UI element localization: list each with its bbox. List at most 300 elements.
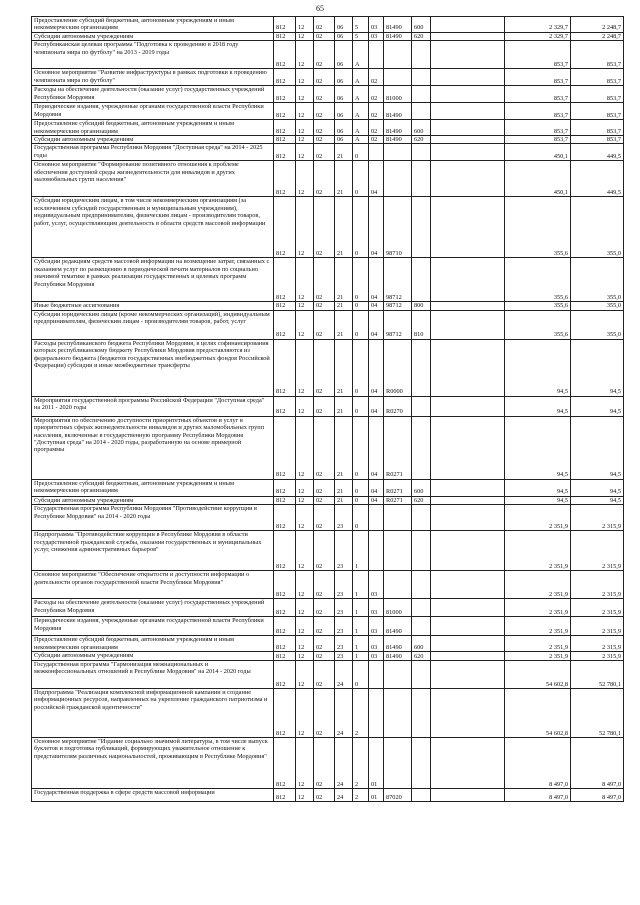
ministry-code-cell: 812 <box>274 652 296 661</box>
actual-amount-cell: 2 315,9 <box>571 505 624 531</box>
ministry-code-cell: 812 <box>274 136 296 144</box>
expense-type-code-cell <box>412 571 431 599</box>
row-name: Субсидии автономным учреждениям <box>32 496 274 504</box>
ministry-code-cell: 812 <box>274 161 296 197</box>
row-name: Мероприятия государственной программы Российской Федерации "Доступная среда" на 2011 - 2020 годы <box>32 396 274 416</box>
planned-amount-cell: 94,5 <box>505 339 571 396</box>
direction-code-cell: 81490 <box>384 136 412 144</box>
subprogram-code-cell: A <box>353 120 369 136</box>
planned-amount-cell: 8 497,0 <box>505 738 571 789</box>
budget-table <box>31 16 624 802</box>
subsection-code-cell: 02 <box>314 310 335 339</box>
ministry-code-cell: 812 <box>274 197 296 258</box>
event-code-cell: 03 <box>369 32 384 40</box>
subsection-code-cell: 02 <box>314 738 335 789</box>
planned-amount-cell: 355,6 <box>505 310 571 339</box>
subprogram-code-cell: 1 <box>353 636 369 652</box>
empty-cell <box>431 617 505 636</box>
row-name: Основное мероприятие "Формирование позитивного отношения к проблеме обеспечения доступной среды жизнедеятельности для инвалидов и других маломобильных групп населения" <box>32 161 274 197</box>
direction-code-cell: 98712 <box>384 258 412 302</box>
actual-amount-cell: 449,5 <box>571 161 624 197</box>
subsection-code-cell: 02 <box>314 505 335 531</box>
actual-amount-cell: 853,7 <box>571 136 624 144</box>
empty-cell <box>431 310 505 339</box>
subsection-code-cell: 02 <box>314 339 335 396</box>
subprogram-code-cell: 0 <box>353 339 369 396</box>
program-code-cell: 23 <box>335 617 353 636</box>
event-code-cell <box>369 505 384 531</box>
actual-amount-cell: 853,7 <box>571 69 624 86</box>
subprogram-code-cell: 0 <box>353 396 369 416</box>
table-row <box>32 479 624 496</box>
expense-type-code-cell <box>412 599 431 617</box>
direction-code-cell: 81490 <box>384 103 412 120</box>
subsection-code-cell: 02 <box>314 652 335 661</box>
subprogram-code-cell: 0 <box>353 161 369 197</box>
expense-type-code-cell <box>412 416 431 479</box>
subprogram-code-cell: 0 <box>353 505 369 531</box>
direction-code-cell: 81000 <box>384 86 412 103</box>
row-name: Расходы на обеспечение деятельности (оказание услуг) государственных учреждений Республики Мордовия <box>32 86 274 103</box>
event-code-cell: 02 <box>369 136 384 144</box>
table-row <box>32 652 624 661</box>
program-code-cell: 23 <box>335 652 353 661</box>
subprogram-code-cell: 5 <box>353 17 369 33</box>
direction-code-cell: R0271 <box>384 479 412 496</box>
section-code-cell: 12 <box>296 416 314 479</box>
empty-cell <box>431 636 505 652</box>
row-name: Государственная программа Республики Мордовия "Доступная среда" на 2014 - 2025 годы <box>32 144 274 161</box>
subsection-code-cell: 02 <box>314 479 335 496</box>
section-code-cell: 12 <box>296 302 314 310</box>
subprogram-code-cell: A <box>353 136 369 144</box>
row-name: Государственная программа Республики Мордовия "Противодействие коррупции в Республике Мордовия" на 2014 - 2020 годы <box>32 505 274 531</box>
row-name: Субсидии автономным учреждениям <box>32 32 274 40</box>
planned-amount-cell: 8 497,0 <box>505 789 571 802</box>
empty-cell <box>431 479 505 496</box>
row-name: Мероприятия по обеспечению доступности приоритетных объектов и услуг в приоритетных сферах жизнедеятельности инвалидов и других маломобильных групп населения, включенные в государственную программу Республики Мордовия "Доступная среда" на 2014 - 2020 годы, разработанную на основе примерной программы <box>32 416 274 479</box>
expense-type-code-cell: 600 <box>412 120 431 136</box>
event-code-cell: 04 <box>369 302 384 310</box>
table-row <box>32 144 624 161</box>
direction-code-cell: 81490 <box>384 652 412 661</box>
planned-amount-cell: 2 329,7 <box>505 32 571 40</box>
empty-cell <box>431 144 505 161</box>
subsection-code-cell: 02 <box>314 120 335 136</box>
table-row <box>32 661 624 689</box>
table-row <box>32 496 624 504</box>
section-code-cell: 12 <box>296 652 314 661</box>
event-code-cell: 04 <box>369 197 384 258</box>
ministry-code-cell: 812 <box>274 17 296 33</box>
section-code-cell: 12 <box>296 636 314 652</box>
event-code-cell: 04 <box>369 416 384 479</box>
program-code-cell: 06 <box>335 103 353 120</box>
subsection-code-cell: 02 <box>314 103 335 120</box>
direction-code-cell <box>384 571 412 599</box>
planned-amount-cell: 2 351,9 <box>505 531 571 571</box>
subprogram-code-cell: A <box>353 69 369 86</box>
subprogram-code-cell: 0 <box>353 416 369 479</box>
program-code-cell: 24 <box>335 661 353 689</box>
event-code-cell: 03 <box>369 17 384 33</box>
row-name: Субсидии автономным учреждениям <box>32 136 274 144</box>
ministry-code-cell: 812 <box>274 120 296 136</box>
expense-type-code-cell <box>412 505 431 531</box>
table-row <box>32 302 624 310</box>
event-code-cell: 04 <box>369 496 384 504</box>
row-name: Предоставление субсидий бюджетным, автономным учреждениям и иным некоммерческим организациям <box>32 636 274 652</box>
ministry-code-cell: 812 <box>274 86 296 103</box>
section-code-cell: 12 <box>296 396 314 416</box>
table-row <box>32 17 624 33</box>
row-name: Основное мероприятие "Развитие инфраструктуры в рамках подготовки к проведению чемпионата мира по футболу" <box>32 69 274 86</box>
planned-amount-cell: 54 602,8 <box>505 689 571 738</box>
actual-amount-cell: 2 315,9 <box>571 652 624 661</box>
section-code-cell: 12 <box>296 120 314 136</box>
subsection-code-cell: 02 <box>314 258 335 302</box>
expense-type-code-cell <box>412 258 431 302</box>
section-code-cell: 12 <box>296 339 314 396</box>
program-code-cell: 21 <box>335 496 353 504</box>
program-code-cell: 21 <box>335 479 353 496</box>
actual-amount-cell: 94,5 <box>571 396 624 416</box>
section-code-cell: 12 <box>296 479 314 496</box>
expense-type-code-cell <box>412 197 431 258</box>
actual-amount-cell: 52 780,1 <box>571 661 624 689</box>
subsection-code-cell: 02 <box>314 661 335 689</box>
empty-cell <box>431 652 505 661</box>
program-code-cell: 23 <box>335 636 353 652</box>
expense-type-code-cell <box>412 69 431 86</box>
actual-amount-cell: 449,5 <box>571 144 624 161</box>
section-code-cell: 12 <box>296 136 314 144</box>
planned-amount-cell: 2 351,9 <box>505 617 571 636</box>
subsection-code-cell: 02 <box>314 86 335 103</box>
section-code-cell: 12 <box>296 310 314 339</box>
direction-code-cell: 81490 <box>384 617 412 636</box>
subsection-code-cell: 02 <box>314 396 335 416</box>
ministry-code-cell: 812 <box>274 69 296 86</box>
event-code-cell: 02 <box>369 86 384 103</box>
section-code-cell: 12 <box>296 531 314 571</box>
section-code-cell: 12 <box>296 496 314 504</box>
actual-amount-cell: 355,0 <box>571 310 624 339</box>
empty-cell <box>431 103 505 120</box>
planned-amount-cell: 94,5 <box>505 396 571 416</box>
direction-code-cell <box>384 161 412 197</box>
actual-amount-cell: 94,5 <box>571 496 624 504</box>
section-code-cell: 12 <box>296 17 314 33</box>
planned-amount-cell: 450,1 <box>505 161 571 197</box>
subprogram-code-cell: 2 <box>353 789 369 802</box>
row-name: Основное мероприятие "Обеспечение открытости и доступности информации о деятельности органов государственной власти Республики Мордовия" <box>32 571 274 599</box>
actual-amount-cell: 94,5 <box>571 416 624 479</box>
event-code-cell: 03 <box>369 617 384 636</box>
expense-type-code-cell: 620 <box>412 136 431 144</box>
planned-amount-cell: 355,6 <box>505 197 571 258</box>
table-row <box>32 258 624 302</box>
subsection-code-cell: 02 <box>314 531 335 571</box>
ministry-code-cell: 812 <box>274 789 296 802</box>
subsection-code-cell: 02 <box>314 32 335 40</box>
expense-type-code-cell: 600 <box>412 479 431 496</box>
direction-code-cell <box>384 505 412 531</box>
expense-type-code-cell <box>412 661 431 689</box>
event-code-cell <box>369 689 384 738</box>
program-code-cell: 06 <box>335 32 353 40</box>
subsection-code-cell: 02 <box>314 17 335 33</box>
actual-amount-cell: 2 315,9 <box>571 599 624 617</box>
subprogram-code-cell: 1 <box>353 531 369 571</box>
planned-amount-cell: 2 351,9 <box>505 599 571 617</box>
program-code-cell: 21 <box>335 339 353 396</box>
event-code-cell: 03 <box>369 652 384 661</box>
planned-amount-cell: 853,7 <box>505 103 571 120</box>
empty-cell <box>431 302 505 310</box>
empty-cell <box>431 496 505 504</box>
event-code-cell: 02 <box>369 103 384 120</box>
table-row <box>32 86 624 103</box>
table-row <box>32 617 624 636</box>
subsection-code-cell: 02 <box>314 161 335 197</box>
actual-amount-cell: 8 497,0 <box>571 738 624 789</box>
subprogram-code-cell: 0 <box>353 661 369 689</box>
actual-amount-cell: 355,0 <box>571 197 624 258</box>
empty-cell <box>431 69 505 86</box>
expense-type-code-cell: 600 <box>412 17 431 33</box>
subprogram-code-cell: 0 <box>353 310 369 339</box>
section-code-cell: 12 <box>296 69 314 86</box>
subprogram-code-cell: 5 <box>353 32 369 40</box>
row-name: Расходы на обеспечение деятельности (оказание услуг) государственных учреждений Республики Мордовия <box>32 599 274 617</box>
program-code-cell: 24 <box>335 689 353 738</box>
planned-amount-cell: 2 351,9 <box>505 505 571 531</box>
row-name: Расходы республиканского бюджета Республики Мордовия, в целях софинансирования которых республиканскому бюджету Республики Мордовия предоставляются из федерального бюджета (бюджетов государственных внебюджетных фондов Российской Федерации) субсидии и иные межбюджетные трансферты <box>32 339 274 396</box>
program-code-cell: 23 <box>335 599 353 617</box>
subprogram-code-cell: 1 <box>353 599 369 617</box>
empty-cell <box>431 789 505 802</box>
section-code-cell: 12 <box>296 599 314 617</box>
row-name: Подпрограмма "Противодействие коррупции в Республике Мордовия в области государственной гражданской службы, оказания государственных и муниципальных услуг, снижения административных барьеров" <box>32 531 274 571</box>
planned-amount-cell: 94,5 <box>505 496 571 504</box>
direction-code-cell: 81490 <box>384 17 412 33</box>
subsection-code-cell: 02 <box>314 197 335 258</box>
row-name: Государственная поддержка в сфере средств массовой информации <box>32 789 274 802</box>
actual-amount-cell: 2 248,7 <box>571 17 624 33</box>
ministry-code-cell: 812 <box>274 310 296 339</box>
ministry-code-cell: 812 <box>274 302 296 310</box>
program-code-cell: 21 <box>335 396 353 416</box>
ministry-code-cell: 812 <box>274 396 296 416</box>
table-row <box>32 599 624 617</box>
ministry-code-cell: 812 <box>274 32 296 40</box>
table-row <box>32 41 624 69</box>
event-code-cell <box>369 144 384 161</box>
event-code-cell: 03 <box>369 571 384 599</box>
table-row <box>32 571 624 599</box>
empty-cell <box>431 396 505 416</box>
direction-code-cell <box>384 144 412 161</box>
program-code-cell: 21 <box>335 302 353 310</box>
program-code-cell: 21 <box>335 161 353 197</box>
actual-amount-cell: 94,5 <box>571 339 624 396</box>
program-code-cell: 06 <box>335 17 353 33</box>
program-code-cell: 23 <box>335 531 353 571</box>
expense-type-code-cell <box>412 41 431 69</box>
page-number: 65 <box>316 4 324 13</box>
expense-type-code-cell: 620 <box>412 496 431 504</box>
ministry-code-cell: 812 <box>274 599 296 617</box>
row-name: Предоставление субсидий бюджетным, автономным учреждениям и иным некоммерческим организациям <box>32 17 274 33</box>
expense-type-code-cell <box>412 789 431 802</box>
planned-amount-cell: 2 329,7 <box>505 17 571 33</box>
direction-code-cell: R0000 <box>384 339 412 396</box>
section-code-cell: 12 <box>296 571 314 599</box>
table-row <box>32 689 624 738</box>
section-code-cell: 12 <box>296 617 314 636</box>
event-code-cell: 04 <box>369 161 384 197</box>
row-name: Субсидии редакциям средств массовой информации на возмещение затрат, связанных с оказанием услуг по размещению в периодической печати материалов по социально значимой тематике в рамках реализации государственных и целевых программ Республики Мордовия <box>32 258 274 302</box>
section-code-cell: 12 <box>296 258 314 302</box>
actual-amount-cell: 853,7 <box>571 120 624 136</box>
event-code-cell: 04 <box>369 339 384 396</box>
program-code-cell: 21 <box>335 310 353 339</box>
event-code-cell <box>369 531 384 571</box>
planned-amount-cell: 450,1 <box>505 144 571 161</box>
direction-code-cell: 98712 <box>384 302 412 310</box>
empty-cell <box>431 738 505 789</box>
direction-code-cell: 87020 <box>384 789 412 802</box>
subprogram-code-cell: A <box>353 103 369 120</box>
section-code-cell: 12 <box>296 103 314 120</box>
actual-amount-cell: 2 315,9 <box>571 617 624 636</box>
actual-amount-cell: 355,0 <box>571 258 624 302</box>
empty-cell <box>431 17 505 33</box>
empty-cell <box>431 197 505 258</box>
row-name: Периодические издания, учрежденные органами государственной власти Республики Мордовия <box>32 617 274 636</box>
table-row <box>32 416 624 479</box>
event-code-cell: 02 <box>369 69 384 86</box>
actual-amount-cell: 2 315,9 <box>571 531 624 571</box>
section-code-cell: 12 <box>296 505 314 531</box>
table-row <box>32 69 624 86</box>
planned-amount-cell: 2 351,9 <box>505 571 571 599</box>
subsection-code-cell: 02 <box>314 571 335 599</box>
table-row <box>32 531 624 571</box>
ministry-code-cell: 812 <box>274 689 296 738</box>
ministry-code-cell: 812 <box>274 103 296 120</box>
direction-code-cell: 98710 <box>384 197 412 258</box>
expense-type-code-cell <box>412 738 431 789</box>
event-code-cell: 01 <box>369 738 384 789</box>
planned-amount-cell: 853,7 <box>505 86 571 103</box>
subprogram-code-cell: 0 <box>353 479 369 496</box>
empty-cell <box>431 86 505 103</box>
event-code-cell: 03 <box>369 599 384 617</box>
actual-amount-cell: 853,7 <box>571 41 624 69</box>
empty-cell <box>431 339 505 396</box>
empty-cell <box>431 571 505 599</box>
row-name: Предоставление субсидий бюджетным, автономным учреждениям и иным некоммерческим организациям <box>32 479 274 496</box>
subsection-code-cell: 02 <box>314 41 335 69</box>
ministry-code-cell: 812 <box>274 416 296 479</box>
subprogram-code-cell: 2 <box>353 689 369 738</box>
empty-cell <box>431 161 505 197</box>
subprogram-code-cell: 0 <box>353 302 369 310</box>
program-code-cell: 21 <box>335 416 353 479</box>
planned-amount-cell: 355,6 <box>505 258 571 302</box>
expense-type-code-cell <box>412 144 431 161</box>
expense-type-code-cell <box>412 689 431 738</box>
planned-amount-cell: 94,5 <box>505 479 571 496</box>
empty-cell <box>431 41 505 69</box>
section-code-cell: 12 <box>296 161 314 197</box>
actual-amount-cell: 853,7 <box>571 86 624 103</box>
empty-cell <box>431 661 505 689</box>
subprogram-code-cell: 0 <box>353 496 369 504</box>
actual-amount-cell: 8 497,0 <box>571 789 624 802</box>
program-code-cell: 23 <box>335 571 353 599</box>
subsection-code-cell: 02 <box>314 496 335 504</box>
ministry-code-cell: 812 <box>274 661 296 689</box>
subprogram-code-cell: 0 <box>353 258 369 302</box>
actual-amount-cell: 2 315,9 <box>571 571 624 599</box>
ministry-code-cell: 812 <box>274 636 296 652</box>
section-code-cell: 12 <box>296 197 314 258</box>
expense-type-code-cell: 620 <box>412 652 431 661</box>
planned-amount-cell: 853,7 <box>505 120 571 136</box>
ministry-code-cell: 812 <box>274 496 296 504</box>
event-code-cell: 03 <box>369 636 384 652</box>
planned-amount-cell: 853,7 <box>505 136 571 144</box>
direction-code-cell: 81000 <box>384 599 412 617</box>
section-code-cell: 12 <box>296 86 314 103</box>
planned-amount-cell: 853,7 <box>505 41 571 69</box>
table-row <box>32 136 624 144</box>
empty-cell <box>431 136 505 144</box>
expense-type-code-cell <box>412 396 431 416</box>
subprogram-code-cell: 2 <box>353 738 369 789</box>
section-code-cell: 12 <box>296 41 314 69</box>
direction-code-cell: 98712 <box>384 310 412 339</box>
table-row <box>32 396 624 416</box>
event-code-cell: 04 <box>369 479 384 496</box>
subsection-code-cell: 02 <box>314 302 335 310</box>
subsection-code-cell: 02 <box>314 136 335 144</box>
expense-type-code-cell <box>412 103 431 120</box>
actual-amount-cell: 52 780,1 <box>571 689 624 738</box>
subprogram-code-cell: A <box>353 41 369 69</box>
table-row <box>32 310 624 339</box>
direction-code-cell: R0271 <box>384 496 412 504</box>
empty-cell <box>431 505 505 531</box>
program-code-cell: 06 <box>335 69 353 86</box>
subsection-code-cell: 02 <box>314 416 335 479</box>
event-code-cell: 04 <box>369 258 384 302</box>
expense-type-code-cell: 620 <box>412 32 431 40</box>
subsection-code-cell: 02 <box>314 636 335 652</box>
actual-amount-cell: 94,5 <box>571 479 624 496</box>
expense-type-code-cell <box>412 86 431 103</box>
expense-type-code-cell: 800 <box>412 302 431 310</box>
empty-cell <box>431 689 505 738</box>
program-code-cell: 23 <box>335 505 353 531</box>
table-row <box>32 197 624 258</box>
empty-cell <box>431 531 505 571</box>
table-row <box>32 339 624 396</box>
program-code-cell: 06 <box>335 86 353 103</box>
